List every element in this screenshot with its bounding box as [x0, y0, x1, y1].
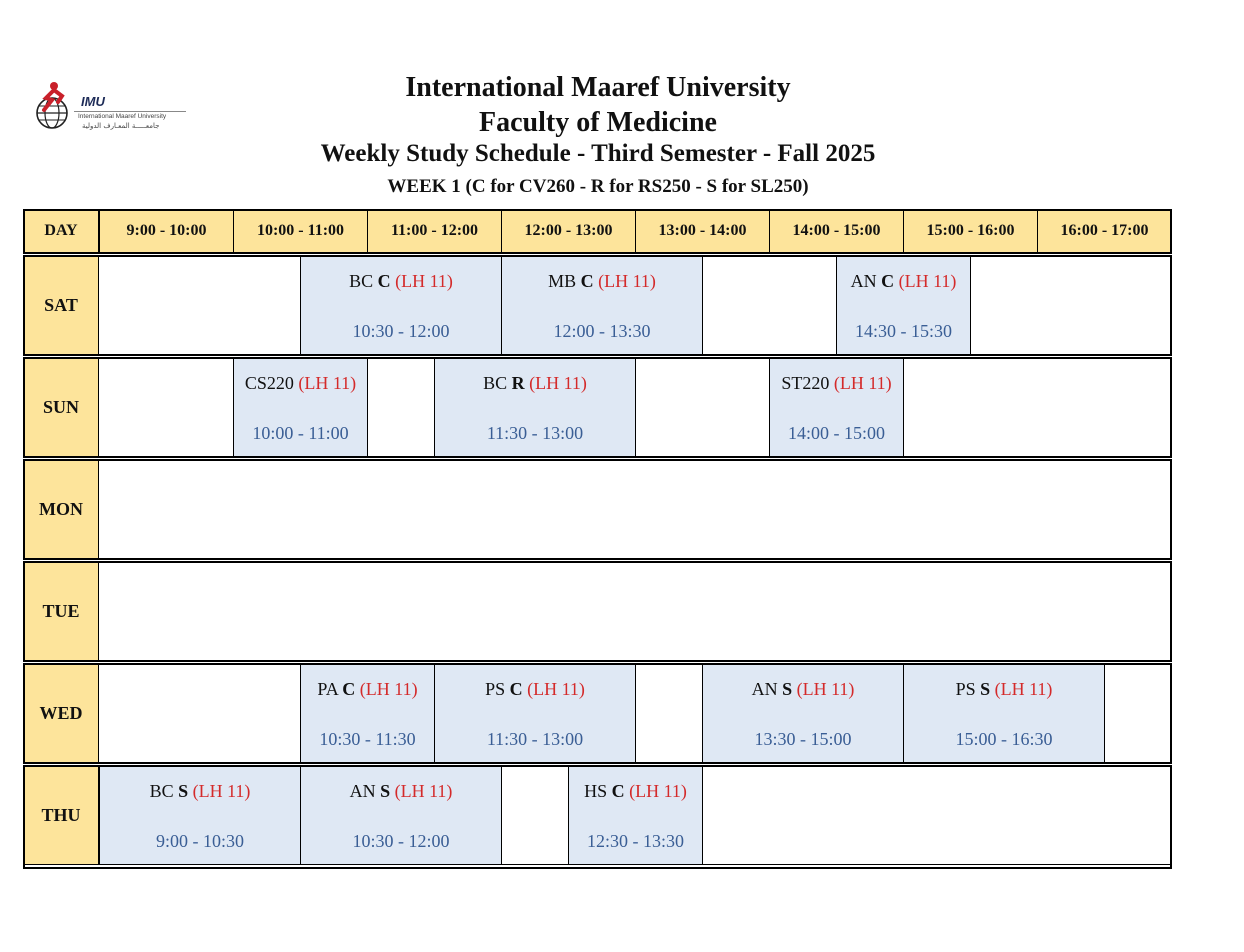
time-column-header: 11:00 - 12:00	[367, 209, 502, 253]
class-slot	[300, 256, 502, 355]
slot-time: 12:00 - 13:30	[553, 321, 651, 341]
cohort-letter: S	[380, 781, 391, 801]
university-title: International Maaref University	[405, 72, 791, 103]
course-code: MB	[548, 271, 577, 291]
faculty-title: Faculty of Medicine	[479, 107, 717, 138]
row-separator	[23, 355, 1172, 358]
room-label: (LH 11)	[796, 679, 855, 699]
course-label	[301, 271, 501, 292]
room-label: (LH 11)	[298, 373, 357, 393]
class-slot	[568, 766, 703, 865]
day-row	[23, 562, 1171, 661]
course-code: BC	[483, 373, 508, 393]
course-code: BC	[349, 271, 374, 291]
class-slot	[836, 256, 971, 355]
time-column-header: 15:00 - 16:00	[903, 209, 1038, 253]
room-label: (LH 11)	[359, 679, 418, 699]
day-column-header: DAY	[23, 209, 99, 253]
day-label: SUN	[23, 358, 99, 457]
day-label: TUE	[23, 562, 99, 661]
slot-time: 11:30 - 13:00	[486, 729, 584, 749]
course-label	[301, 679, 434, 700]
slot-time: 15:00 - 16:30	[955, 729, 1053, 749]
course-code: PS	[485, 679, 506, 699]
day-label: SAT	[23, 256, 99, 355]
slot-time: 14:30 - 15:30	[855, 321, 952, 341]
room-label: (LH 11)	[529, 373, 587, 393]
cohort-letter: S	[782, 679, 793, 699]
room-label: (LH 11)	[394, 781, 453, 801]
slot-time: 9:00 - 10:30	[156, 831, 244, 851]
time-column-header: 13:00 - 14:00	[635, 209, 770, 253]
course-label	[904, 679, 1104, 700]
course-code: PS	[955, 679, 976, 699]
class-slot	[903, 664, 1105, 763]
time-column-header: 10:00 - 11:00	[233, 209, 368, 253]
course-label	[703, 679, 903, 700]
time-column-header: 9:00 - 10:00	[99, 209, 234, 253]
schedule-table	[23, 209, 1172, 869]
slot-time: 14:00 - 15:00	[788, 423, 885, 443]
logo-abbreviation: IMU	[81, 94, 105, 109]
room-label: (LH 11)	[629, 781, 687, 801]
room-label: (LH 11)	[833, 373, 892, 393]
course-label	[837, 271, 970, 292]
course-code: CS220	[244, 373, 294, 393]
course-label	[100, 781, 300, 802]
row-separator	[23, 457, 1172, 460]
room-label: (LH 11)	[527, 679, 585, 699]
week-title: WEEK 1 (C for CV260 - R for RS250 - S for SL250)	[387, 176, 809, 197]
cohort-letter: C	[509, 679, 523, 699]
row-separator	[23, 253, 1172, 256]
row-separator	[23, 559, 1172, 562]
time-column-header: 14:00 - 15:00	[769, 209, 904, 253]
row-separator	[23, 763, 1172, 766]
slot-time: 13:30 - 15:00	[754, 729, 852, 749]
course-label	[569, 781, 702, 802]
course-code: PA	[317, 679, 338, 699]
cohort-letter: C	[611, 781, 625, 801]
row-separator	[23, 661, 1172, 664]
time-column-header: 12:00 - 13:00	[501, 209, 636, 253]
room-label: (LH 11)	[994, 679, 1053, 699]
cohort-letter: R	[511, 373, 525, 393]
cohort-letter: S	[980, 679, 991, 699]
day-row	[23, 460, 1171, 559]
room-label: (LH 11)	[395, 271, 453, 291]
time-column-header: 16:00 - 17:00	[1037, 209, 1172, 253]
day-label: MON	[23, 460, 99, 559]
class-slot	[233, 358, 368, 457]
cohort-letter: C	[342, 679, 356, 699]
class-slot	[99, 766, 301, 865]
logo-arabic-name: جامعـــــة المعـارف الدولية	[82, 122, 160, 130]
course-code: HS	[584, 781, 608, 801]
cohort-letter: S	[178, 781, 189, 801]
class-slot	[501, 256, 703, 355]
class-slot	[300, 766, 502, 865]
course-label	[301, 781, 501, 802]
course-code: AN	[850, 271, 877, 291]
course-label	[770, 373, 903, 394]
room-label: (LH 11)	[898, 271, 957, 291]
course-code: BC	[149, 781, 174, 801]
slot-time: 12:30 - 13:30	[587, 831, 684, 851]
schedule-title: Weekly Study Schedule - Third Semester - Fall 2025	[320, 140, 876, 167]
course-code: ST220	[781, 373, 830, 393]
slot-time: 10:30 - 12:00	[352, 321, 450, 341]
class-slot	[434, 664, 636, 763]
cohort-letter: C	[377, 271, 391, 291]
logo-english-name: International Maaref University	[78, 113, 167, 120]
room-label: (LH 11)	[192, 781, 251, 801]
day-label: WED	[23, 664, 99, 763]
class-slot	[769, 358, 904, 457]
course-label	[234, 373, 367, 394]
course-code: AN	[349, 781, 376, 801]
course-label	[435, 679, 635, 700]
cohort-letter: C	[881, 271, 895, 291]
slot-time: 11:30 - 13:00	[486, 423, 584, 443]
slot-time: 10:30 - 12:00	[352, 831, 450, 851]
course-label	[435, 373, 635, 394]
class-slot	[434, 358, 636, 457]
class-slot	[702, 664, 904, 763]
class-slot	[300, 664, 435, 763]
cohort-letter: C	[580, 271, 594, 291]
room-label: (LH 11)	[598, 271, 656, 291]
day-label: THU	[23, 766, 99, 865]
slot-time: 10:30 - 11:30	[319, 729, 416, 749]
course-label	[502, 271, 702, 292]
course-code: AN	[751, 679, 778, 699]
slot-time: 10:00 - 11:00	[252, 423, 349, 443]
